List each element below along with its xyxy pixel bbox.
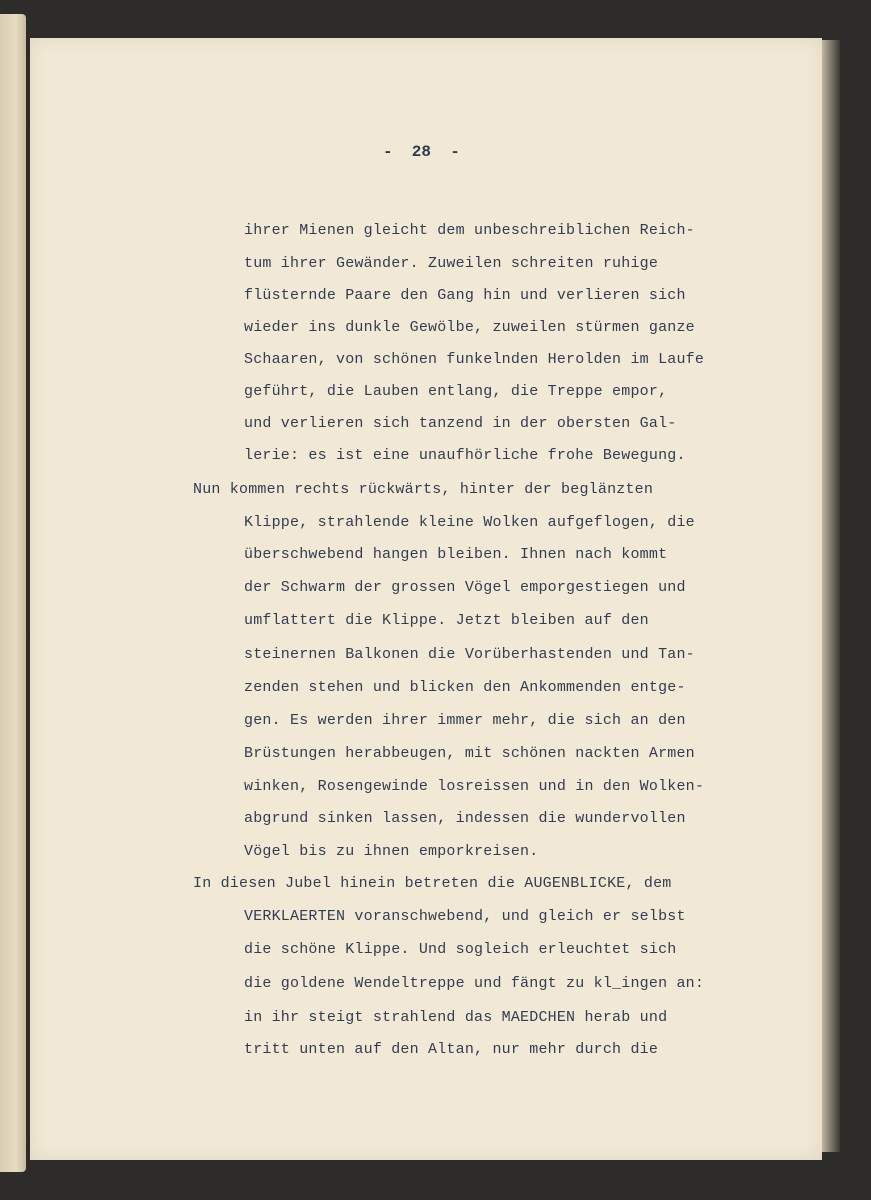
text-line: die goldene Wendeltreppe und fängt zu kl_ingen an:	[244, 975, 705, 992]
text-line: tritt unten auf den Altan, nur mehr durch die	[244, 1041, 659, 1058]
text-line: Schaaren, von schönen funkelnden Herolden im Laufe	[244, 351, 705, 368]
text-line: Vögel bis zu ihnen emporkreisen.	[244, 843, 539, 860]
text-line: Nun kommen rechts rückwärts, hinter der beglänzten	[193, 481, 654, 498]
text-line: und verlieren sich tanzend in der obersten Gal-	[244, 415, 677, 432]
text-line: umflattert die Klippe. Jetzt bleiben auf den	[244, 612, 649, 629]
text-line: tum ihrer Gewänder. Zuweilen schreiten ruhige	[244, 255, 659, 272]
text-line: winken, Rosengewinde losreissen und in den Wolken-	[244, 778, 705, 795]
text-line: gen. Es werden ihrer immer mehr, die sich an den	[244, 712, 686, 729]
text-line: lerie: es ist eine unaufhörliche frohe Bewegung.	[244, 447, 686, 464]
text-line: wieder ins dunkle Gewölbe, zuweilen stürmen ganze	[244, 319, 695, 336]
left-page-edge	[0, 14, 26, 1172]
text-line: überschwebend hangen bleiben. Ihnen nach kommt	[244, 546, 668, 563]
text-line: VERKLAERTEN voranschwebend, und gleich er selbst	[244, 908, 686, 925]
text-line: abgrund sinken lassen, indessen die wundervollen	[244, 810, 686, 827]
text-line: ihrer Mienen gleicht dem unbeschreiblichen Reich-	[244, 222, 695, 239]
text-line: steinernen Balkonen die Vorüberhastenden und Tan-	[244, 646, 695, 663]
text-line: Klippe, strahlende kleine Wolken aufgeflogen, die	[244, 514, 695, 531]
text-line: geführt, die Lauben entlang, die Treppe empor,	[244, 383, 668, 400]
text-line: die schöne Klippe. Und sogleich erleuchtet sich	[244, 941, 677, 958]
text-line: der Schwarm der grossen Vögel emporgestiegen und	[244, 579, 686, 596]
text-line: in ihr steigt strahlend das MAEDCHEN herab und	[244, 1009, 668, 1026]
text-line: flüsternde Paare den Gang hin und verlieren sich	[244, 287, 686, 304]
text-line: In diesen Jubel hinein betreten die AUGENBLICKE, dem	[193, 875, 672, 892]
text-line: zenden stehen und blicken den Ankommenden entge-	[244, 679, 686, 696]
page-number: - 28 -	[383, 143, 460, 161]
text-line: Brüstungen herabbeugen, mit schönen nackten Armen	[244, 745, 695, 762]
